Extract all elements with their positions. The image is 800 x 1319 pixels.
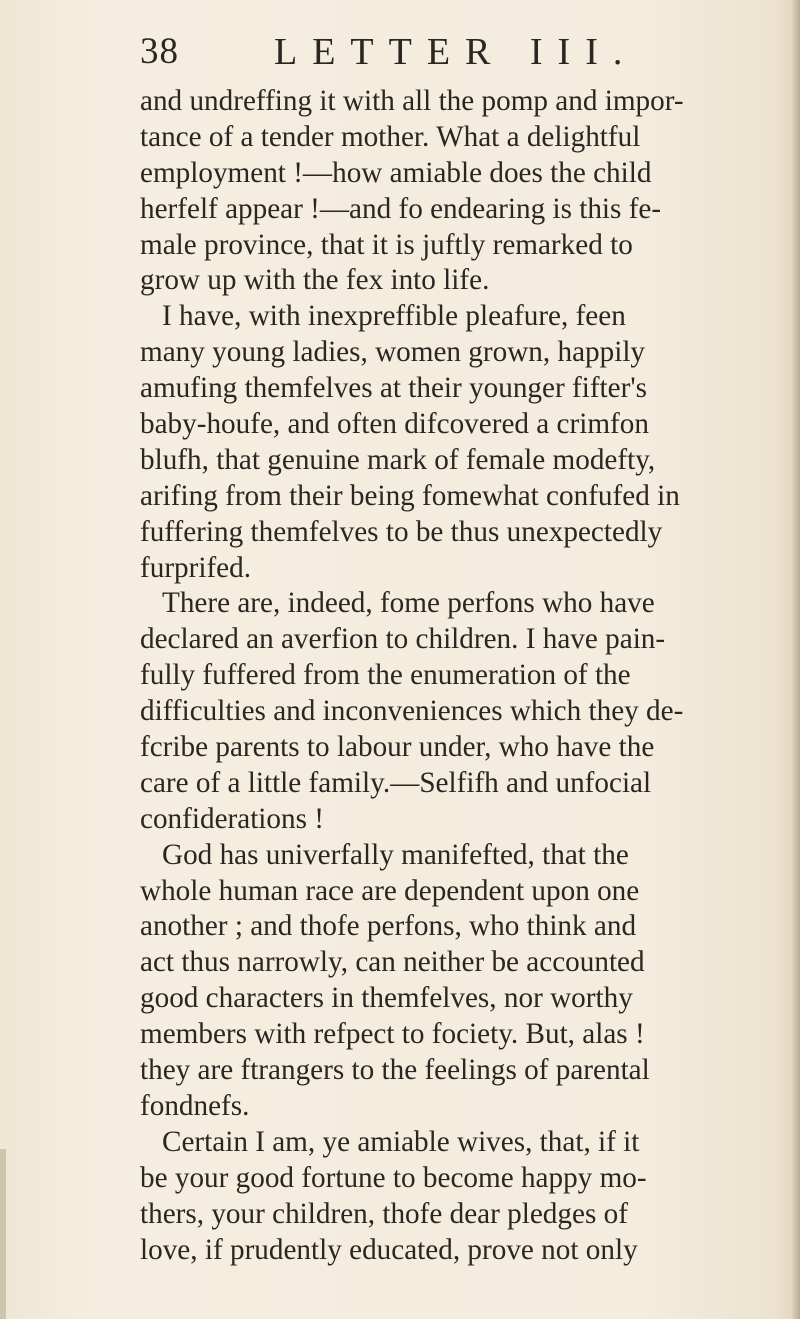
page-edge xyxy=(790,0,800,1319)
text-line: grow up with the fex into life. xyxy=(140,264,490,297)
text-line: another ; and thofe perfons, who think and xyxy=(140,910,637,943)
text-line: and undreffing it with all the pomp and impor- xyxy=(140,85,684,117)
text-line: be your good fortune to become happy mo- xyxy=(140,1161,647,1194)
text-line: God has univerfally manifefted, that the xyxy=(162,838,629,871)
running-head: LETTER III. xyxy=(274,31,638,73)
text-line: declared an averfion to children. I have pain- xyxy=(140,623,666,656)
text-line: herfelf appear !—and fo endearing is this fe- xyxy=(140,192,662,225)
text-line: fondnefs. xyxy=(140,1089,250,1122)
text-line: love, if prudently educated, prove not only xyxy=(140,1233,638,1266)
text-line: they are ftrangers to the feelings of parental xyxy=(140,1054,650,1087)
text-line: male province, that it is juftly remarked to xyxy=(140,228,633,261)
text-line: fuffering themfelves to be thus unexpectedly xyxy=(140,515,663,548)
text-line: furprifed. xyxy=(140,551,252,584)
text-line: members with refpect to fociety. But, alas ! xyxy=(140,1018,645,1051)
page-header xyxy=(140,30,638,74)
text-line: arifing from their being fomewhat confufed in xyxy=(140,479,680,512)
text-line: fcribe parents to labour under, who have the xyxy=(140,731,655,764)
text-line: act thus narrowly, can neither be accounted xyxy=(140,946,645,979)
text-line: fully fuffered from the enumeration of the xyxy=(140,659,631,692)
text-line: baby-houfe, and often difcovered a crimfon xyxy=(140,408,649,441)
body-text xyxy=(140,84,684,1268)
text-line: care of a little family.—Selfifh and unfocial xyxy=(140,766,652,799)
text-line: thers, your children, thofe dear pledges of xyxy=(140,1197,628,1230)
text-line: good characters in themfelves, nor worthy xyxy=(140,982,633,1015)
text-line: blufh, that genuine mark of female modefty, xyxy=(140,443,656,476)
text-line: I have, with inexpreffible pleafure, feen xyxy=(162,300,626,333)
text-line: employment !—how amiable does the child xyxy=(140,156,652,189)
text-line: tance of a tender mother. What a delightful xyxy=(140,120,641,153)
text-line: whole human race are dependent upon one xyxy=(140,874,640,907)
text-line: amufing themfelves at their younger fifter's xyxy=(140,372,647,405)
text-line: many young ladies, women grown, happily xyxy=(140,336,646,369)
page-number: 38 xyxy=(140,31,179,72)
text-line: There are, indeed, fome perfons who have xyxy=(162,587,655,620)
text-line: difficulties and inconveniences which they de- xyxy=(140,695,684,728)
text-line: Certain I am, ye amiable wives, that, if it xyxy=(162,1125,640,1158)
text-line: confiderations ! xyxy=(140,802,324,835)
page-margin-shadow xyxy=(0,1149,6,1319)
